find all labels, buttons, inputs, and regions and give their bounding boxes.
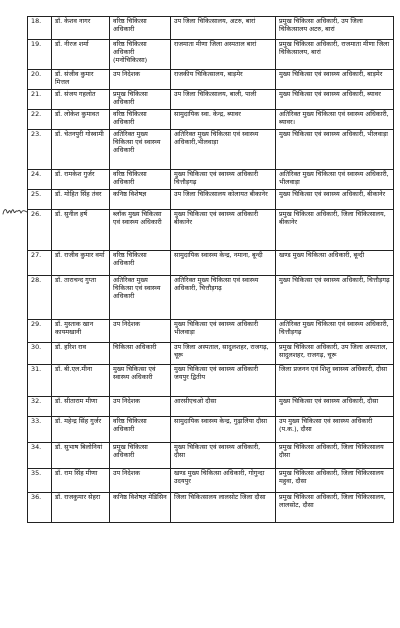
officer-name-cell: डॉ. हरिश राव	[52, 343, 110, 365]
officer-post-cell: वरिष्ठ चिकित्सा अधिकारी	[110, 170, 171, 190]
current-posting-cell: उप जिला चिकित्सालय, बाली, पाली	[171, 90, 276, 110]
row-number-cell: 18.	[28, 17, 52, 40]
row-number-cell: 21.	[28, 90, 52, 110]
row-number-cell: 36.	[28, 493, 52, 523]
new-posting-cell: उप मुख्य चिकित्सा एवं स्वास्थ्य अधिकारी (प.क.), दौसा	[276, 417, 394, 443]
officer-post-cell: कनिष्ठ विशेषज्ञ	[110, 190, 171, 210]
officer-post-cell: वरिष्ठ चिकित्सा अधिकारी (मनोचिकित्सा)	[110, 40, 171, 70]
new-posting-cell: खण्ड मुख्य चिकित्सा अधिकारी, बून्दी	[276, 251, 394, 276]
row-number-cell: 31.	[28, 365, 52, 397]
table-row	[28, 90, 394, 110]
current-posting-cell: अतिरिक्त मुख्य चिकित्सा एवं स्वास्थ्य अधिकारी, चित्तौड़गढ़	[171, 276, 276, 320]
new-posting-cell: मुख्य चिकित्सा एवं स्वास्थ्य अधिकारी, भीलवाड़ा	[276, 130, 394, 170]
officer-post-cell: प्रमुख चिकित्सा अधिकारी	[110, 90, 171, 110]
officer-post-cell: उप निदेशक	[110, 70, 171, 90]
officer-name-cell: डॉ. बी.एल.मीना	[52, 365, 110, 397]
table-row	[28, 251, 394, 276]
officer-name-cell: डॉ. केशव नागर	[52, 17, 110, 40]
table-row	[28, 469, 394, 493]
officer-name-cell: डॉ. मोहित सिंह तंवर	[52, 190, 110, 210]
transfer-table	[27, 16, 394, 523]
current-posting-cell: सामुदायिक स्वास्थ्य केन्द्र, गुढ़ालिया दौसा	[171, 417, 276, 443]
officer-name-cell: डॉ. राजकुमार सेहरा	[52, 493, 110, 523]
current-posting-cell: जिला चिकित्सालय लालसोट जिला दौसा	[171, 493, 276, 523]
current-posting-cell: राजमाता मीणा जिला अस्पताल बारां	[171, 40, 276, 70]
row-number-cell: 19.	[28, 40, 52, 70]
new-posting-cell: प्रमुख चिकित्सा अधिकारी, उप जिला अस्पताल, सादुलशहर, राजगढ़, चूरू	[276, 343, 394, 365]
row-number-cell: 30.	[28, 343, 52, 365]
row-number-cell: 20.	[28, 70, 52, 90]
handwritten-signature	[2, 205, 28, 217]
row-number-cell: 27.	[28, 251, 52, 276]
table-row	[28, 17, 394, 40]
officer-post-cell: वरिष्ठ चिकित्सा अधिकारी	[110, 17, 171, 40]
officer-post-cell: वरिष्ठ चिकित्सा अधिकारी	[110, 251, 171, 276]
new-posting-cell: जिला प्रजनन एवं शिशु स्वास्थ्य अधिकारी, दौसा	[276, 365, 394, 397]
officer-name-cell: डॉ. ताराचन्द गुप्ता	[52, 276, 110, 320]
table-row	[28, 170, 394, 190]
current-posting-cell: मुख्य चिकित्सा एवं स्वास्थ्य अधिकारी बीकानेर	[171, 210, 276, 251]
current-posting-cell: मुख्य चिकित्सा एवं स्वास्थ्य अधिकारी, दौसा	[171, 443, 276, 469]
current-posting-cell: अतिरिक्त मुख्य चिकित्सा एवं स्वास्थ्य अधिकारी,भीलवाड़ा	[171, 130, 276, 170]
officer-post-cell: कनिष्ठ विशेषज्ञ मेडिसिन	[110, 493, 171, 523]
officer-name-cell: डॉ. रामकेश गुर्जर	[52, 170, 110, 190]
current-posting-cell: मुख्य चिकित्सा एवं स्वास्थ्य अधिकारी भीलवाड़ा	[171, 320, 276, 343]
new-posting-cell: प्रमुख चिकित्सा अधिकारी, जिला चिकित्सालय दौसा	[276, 443, 394, 469]
new-posting-cell: प्रमुख चिकित्सा अधिकारी, जिला चिकित्सालय महुवा, दौसा	[276, 469, 394, 493]
table-row	[28, 190, 394, 210]
new-posting-cell: प्रमुख चिकित्सा अधिकारी, जिला चिकित्सालय, बीकानेर	[276, 210, 394, 251]
new-posting-cell: मुख्य चिकित्सा एवं स्वास्थ्य अधिकारी, बीकानेर	[276, 190, 394, 210]
new-posting-cell: मुख्य चिकित्सा एवं स्वास्थ्य अधिकारी, ब्यावर	[276, 90, 394, 110]
officer-name-cell: डॉ. संजीव कुमार मित्तल	[52, 70, 110, 90]
current-posting-cell: सामुदायिक स्वास्थ्य केन्द्र, नमाना, बून्दी	[171, 251, 276, 276]
officer-post-cell: अतिरिक्त मुख्य चिकित्सा एवं स्वास्थ्य अधिकारी	[110, 276, 171, 320]
officer-name-cell: डॉ. सीताराम मीणा	[52, 397, 110, 417]
officer-name-cell: डॉ. नीरज शर्मा	[52, 40, 110, 70]
current-posting-cell: उप जिला चिकित्सालय कोलायत बीकानेर	[171, 190, 276, 210]
new-posting-cell: अतिरिक्त मुख्य चिकित्सा एवं स्वास्थ्य अधिकारी, चित्तौड़गढ़	[276, 320, 394, 343]
table-row	[28, 70, 394, 90]
table-row	[28, 210, 394, 251]
officer-post-cell: उप निदेशक	[110, 320, 171, 343]
row-number-cell: 25.	[28, 190, 52, 210]
table-row	[28, 40, 394, 70]
new-posting-cell: प्रमुख चिकित्सा अधिकारी, राजमाता मीणा जिला चिकित्सालय, बारां	[276, 40, 394, 70]
new-posting-cell: मुख्य चिकित्सा एवं स्वास्थ्य अधिकारी, बाड़मेर	[276, 70, 394, 90]
officer-post-cell: अतिरिक्त मुख्य चिकित्सा एवं स्वास्थ्य अधिकारी	[110, 130, 171, 170]
officer-post-cell: ब्लॉक मुख्य चिकित्सा एवं स्वास्थ्य अधिकारी	[110, 210, 171, 251]
row-number-cell: 29.	[28, 320, 52, 343]
row-number-cell: 24.	[28, 170, 52, 190]
current-posting-cell: खण्ड मुख्य चिकित्सा अधिकारी, गोगुन्दा उदयपुर	[171, 469, 276, 493]
table-row	[28, 130, 394, 170]
table-row	[28, 365, 394, 397]
officer-name-cell: डॉ. लोकेश कुमावत	[52, 110, 110, 130]
current-posting-cell: उप जिला अस्पताल, सादुलशहर, राजगढ़, चूरू	[171, 343, 276, 365]
officer-name-cell: डॉ. राजीव कुमार वर्मा	[52, 251, 110, 276]
current-posting-cell: राजकीय चिकित्सालय, बाड़मेर	[171, 70, 276, 90]
new-posting-cell: प्रमुख चिकित्सा अधिकारी, उप जिला चिकित्सालय अटरु, बारां	[276, 17, 394, 40]
officer-post-cell: वरिष्ठ चिकित्सा अधिकारी	[110, 110, 171, 130]
officer-post-cell: उप निदेशक	[110, 469, 171, 493]
table-row	[28, 417, 394, 443]
row-number-cell: 35.	[28, 469, 52, 493]
new-posting-cell: मुख्य चिकित्सा एवं स्वास्थ्य अधिकारी, दौसा	[276, 397, 394, 417]
current-posting-cell: उप जिला चिकित्सालय, अटरु, बारां	[171, 17, 276, 40]
table-row	[28, 276, 394, 320]
new-posting-cell: अतिरिक्त मुख्य चिकित्सा एवं स्वास्थ्य अधिकारी, ब्यावर।	[276, 110, 394, 130]
officer-name-cell: डॉ. सुभाष बिलोनियां	[52, 443, 110, 469]
new-posting-cell: मुख्य चिकित्सा एवं स्वास्थ्य अधिकारी, चित्तौड़गढ़	[276, 276, 394, 320]
officer-post-cell: मुख्य चिकित्सा एवं स्वास्थ्य अधिकारी	[110, 365, 171, 397]
row-number-cell: 23.	[28, 130, 52, 170]
row-number-cell: 32.	[28, 397, 52, 417]
officer-name-cell: डॉ. महेन्द्र सिंह गुर्जर	[52, 417, 110, 443]
officer-post-cell: चिकित्सा अधिकारी	[110, 343, 171, 365]
officer-post-cell: वरिष्ठ चिकित्सा अधिकारी	[110, 417, 171, 443]
officer-name-cell: डॉ. चेतनपुरी गोस्वामी	[52, 130, 110, 170]
officer-name-cell: डॉ. सुनील हर्ष	[52, 210, 110, 251]
officer-name-cell: डॉ. संजय गहलोत	[52, 90, 110, 110]
transfer-table-body	[28, 17, 394, 523]
current-posting-cell: सामुदायिक स्वा. केन्द्र, ब्यावर	[171, 110, 276, 130]
row-number-cell: 22.	[28, 110, 52, 130]
officer-name-cell: डॉ. राम सिंह मीणा	[52, 469, 110, 493]
table-row	[28, 443, 394, 469]
table-row	[28, 110, 394, 130]
officer-post-cell: उप निदेशक	[110, 397, 171, 417]
officer-post-cell: प्रमुख चिकित्सा अधिकारी	[110, 443, 171, 469]
table-row	[28, 320, 394, 343]
row-number-cell: 26.	[28, 210, 52, 251]
table-row	[28, 343, 394, 365]
officer-name-cell: डॉ. मुस्ताक खान कायमखानी	[52, 320, 110, 343]
row-number-cell: 33.	[28, 417, 52, 443]
current-posting-cell: आरसीएचओ दौसा	[171, 397, 276, 417]
row-number-cell: 28.	[28, 276, 52, 320]
current-posting-cell: मुख्य चिकित्सा एवं स्वास्थ्य अधिकारी चित्तौड़गढ़	[171, 170, 276, 190]
current-posting-cell: मुख्य चिकित्सा एवं स्वास्थ्य अधिकारी जयपुर द्वितीय	[171, 365, 276, 397]
new-posting-cell: प्रमुख चिकित्सा अधिकारी, जिला चिकित्सालय, लालसोट, दौसा	[276, 493, 394, 523]
table-row	[28, 493, 394, 523]
table-row	[28, 397, 394, 417]
row-number-cell: 34.	[28, 443, 52, 469]
new-posting-cell: अतिरिक्त मुख्य चिकित्सा एवं स्वास्थ्य अधिकारी, भीलवाड़ा	[276, 170, 394, 190]
